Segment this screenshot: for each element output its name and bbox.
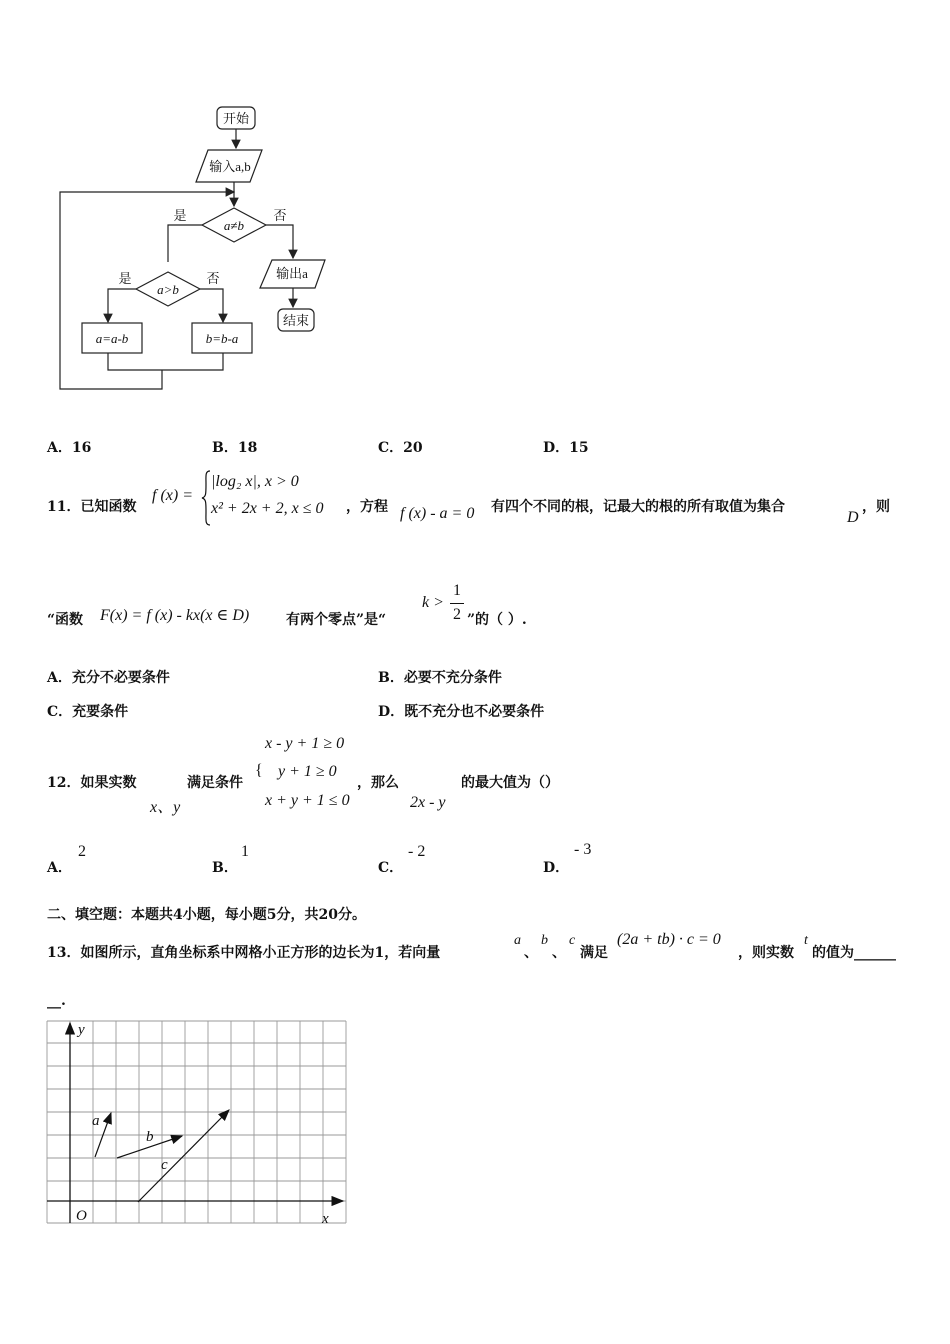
q12-option-c-label[interactable]: C． xyxy=(378,860,404,876)
q11-mid2: 有四个不同的根，记最大的根的所有取值为集合 xyxy=(491,499,785,515)
q12-c1: x - y + 1 ≥ 0 xyxy=(265,735,345,752)
q12-cond-label: 满足条件 xyxy=(187,775,243,791)
section2-heading: 二、填空题：本题共4小题，每小题5分，共20分。 xyxy=(47,907,366,923)
origin-label: O xyxy=(76,1208,87,1224)
q11-set-d: D xyxy=(847,509,859,526)
q13-sep2: 、 xyxy=(552,945,566,961)
q11-mid1: ，方程 xyxy=(346,499,388,515)
q13-prefix: 13．如图所示，直角坐标系中网格小正方形的边长为1，若向量 xyxy=(47,945,441,961)
q12-c3: x + y + 1 ≤ 0 xyxy=(265,792,350,809)
input-label: 输入a,b xyxy=(209,159,251,174)
q11-F-expr: F(x) = f (x) - kx(x ∈ D) xyxy=(100,607,250,624)
q11-piece2: x² + 2x + 2, x ≤ 0 xyxy=(211,500,324,517)
vector-b-label: b xyxy=(146,1129,154,1145)
q12-vars: x、y xyxy=(150,799,181,816)
cond2-label: a>b xyxy=(157,282,179,297)
yes1-label: 是 xyxy=(173,208,187,223)
vector-c xyxy=(138,1110,229,1202)
q11-line2-open: “函数 xyxy=(47,612,84,628)
output-label: 输出a xyxy=(276,266,308,281)
q12-option-b-label[interactable]: B． xyxy=(212,860,238,876)
q13-vb: b xyxy=(541,933,548,948)
q11-option-d[interactable]: D．既不充分也不必要条件 xyxy=(378,704,545,720)
no1-label: 否 xyxy=(273,208,287,223)
q11-piece1: |log₂ x|, x > 0 xyxy=(211,473,299,490)
q12-option-a-label[interactable]: A． xyxy=(47,860,72,876)
assign-a-label: a=a-b xyxy=(95,331,129,346)
q11-f-lhs: f (x) = xyxy=(152,487,193,504)
q10-option-a[interactable]: A．16 xyxy=(47,440,92,456)
q13-vt: t xyxy=(804,933,808,948)
start-label: 开始 xyxy=(222,111,250,126)
q13-va: a xyxy=(514,933,521,948)
q13-blank-tail: __. xyxy=(47,993,66,1009)
y-axis-label: y xyxy=(78,1022,85,1038)
q11-line2-end: ”的（ ）. xyxy=(467,612,527,628)
q11-k-gt: k > xyxy=(422,594,444,611)
assign-b-label: b=b-a xyxy=(205,331,239,346)
q13-vc: c xyxy=(569,933,576,948)
q11-option-a[interactable]: A．充分不必要条件 xyxy=(47,670,170,686)
q11-brace xyxy=(201,470,211,526)
q13-suffix: 的值为______ xyxy=(812,945,896,961)
q11-equation: f (x) - a = 0 xyxy=(400,505,475,522)
q12-c2: y + 1 ≥ 0 xyxy=(278,763,337,780)
q10-option-b[interactable]: B．18 xyxy=(212,440,258,456)
q11-option-c[interactable]: C．充要条件 xyxy=(47,704,129,720)
q12-option-d-value: - 3 xyxy=(574,841,592,858)
q11-frac-num: 1 xyxy=(453,582,461,599)
q11-option-b[interactable]: B．必要不充分条件 xyxy=(378,670,502,686)
vector-a-label: a xyxy=(92,1113,100,1129)
q13-mid: 满足 xyxy=(580,945,608,961)
x-axis-label: x xyxy=(322,1211,329,1227)
q13-mid2: ，则实数 xyxy=(738,945,794,961)
q12-brace: { xyxy=(255,762,263,779)
vector-grid-figure xyxy=(40,1015,350,1230)
cond1-label: a≠b xyxy=(223,218,245,233)
q11-mid3: ，则 xyxy=(862,499,890,515)
q12-option-c-value: - 2 xyxy=(408,843,426,860)
q12-option-d-label[interactable]: D． xyxy=(543,860,570,876)
yes2-label: 是 xyxy=(118,271,132,286)
q12-prefix: 12．如果实数 xyxy=(47,775,137,791)
q11-frac-bar xyxy=(450,603,464,604)
q11-frac-den: 2 xyxy=(453,606,461,623)
flowchart xyxy=(50,100,340,400)
end-label: 结束 xyxy=(282,313,310,328)
q12-mid: ，那么 xyxy=(357,775,399,791)
q12-option-b-value: 1 xyxy=(241,843,249,860)
q12-expr: 2x - y xyxy=(410,794,446,811)
vector-c-label: c xyxy=(161,1157,168,1173)
no2-label: 否 xyxy=(206,271,220,286)
q10-option-c[interactable]: C．20 xyxy=(378,440,423,456)
q10-option-d[interactable]: D．15 xyxy=(543,440,589,456)
q13-expr: (2a + tb) · c = 0 xyxy=(617,931,721,948)
q12-option-a-value: 2 xyxy=(78,843,86,860)
q11-line2-mid: 有两个零点”是“ xyxy=(286,612,387,628)
q13-sep1: 、 xyxy=(524,945,538,961)
q12-suffix: 的最大值为（） xyxy=(461,775,559,791)
q11-prefix: 11．已知函数 xyxy=(47,499,137,515)
